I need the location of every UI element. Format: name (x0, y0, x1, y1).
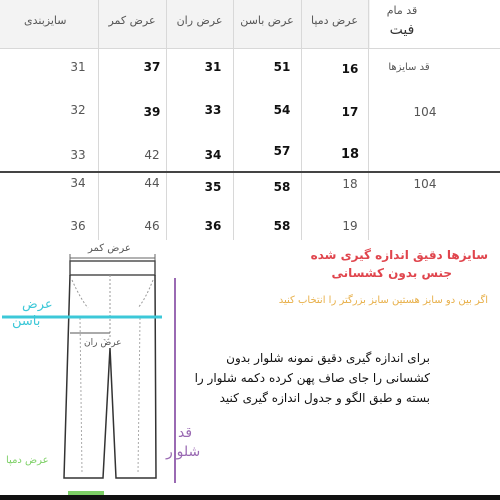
trouser-outline (64, 275, 156, 478)
waist-cell: 42 (144, 148, 160, 162)
waist-label: عرض کمر (88, 243, 131, 254)
size-cell: 31 (70, 60, 86, 74)
column-divider (233, 0, 234, 240)
hem-cell: 16 (341, 62, 359, 76)
thigh-cell: 35 (204, 180, 222, 194)
length-cell: 104 (413, 177, 437, 191)
waist-cell: 39 (143, 105, 161, 119)
hip-cell: 51 (273, 60, 291, 74)
leg-seam (80, 318, 82, 474)
group-divider (0, 171, 500, 173)
header-hip-width: عرض باسن (240, 14, 294, 27)
hem-cell: 18 (340, 147, 360, 162)
hem-cell: 19 (342, 219, 358, 233)
header-thigh-width: عرض ران (176, 14, 223, 27)
waist-cell: 37 (143, 60, 161, 74)
header-hem-width: عرض دمپا (311, 14, 358, 27)
header-qad: قد مام (386, 4, 418, 17)
size-table (0, 0, 500, 240)
length-label-line2: شلوار (166, 444, 201, 460)
thigh-cell: 36 (204, 219, 222, 233)
leg-seam (138, 318, 140, 474)
thigh-label: عرض ران (84, 338, 122, 348)
header-size: سایزبندی (24, 14, 67, 27)
note-measuring-instructions: برای اندازه گیری دقیق نمونه شلوار بدون کشسانی را جای صاف پهن کرده دکمه شلوار را بسته و طبق الگو و جدول اندازه گیری کنید (194, 351, 430, 405)
size-cell: 34 (70, 176, 86, 190)
hip-label-line2: باسن (12, 314, 41, 329)
bottom-edge (0, 495, 500, 500)
note-non-stretch-fabric: جنس بدون کشسانی (331, 266, 452, 280)
column-divider (166, 0, 167, 240)
hem-cell: 17 (341, 105, 359, 119)
size-cell: 36 (70, 219, 86, 233)
size-cell: 32 (70, 103, 86, 117)
length-label-line1: قد (178, 425, 193, 441)
column-divider (98, 0, 99, 240)
length-cell: 104 (413, 105, 437, 119)
hip-label-line1: عرض (22, 297, 53, 312)
hip-cell: 57 (273, 144, 291, 158)
column-divider (368, 0, 369, 240)
header-waist-width: عرض کمر (108, 14, 156, 27)
thigh-cell: 31 (204, 60, 222, 74)
thigh-cell: 33 (204, 103, 222, 117)
hem-cell: 18 (342, 177, 358, 191)
fit-label: فیت (389, 22, 415, 38)
note-measured-precisely: سایزها دقیق اندازه گیری شده (310, 248, 488, 262)
waist-cell: 44 (144, 176, 160, 190)
waistband (70, 261, 155, 275)
pocket-seam (138, 280, 153, 308)
waist-cell: 46 (144, 219, 160, 233)
column-divider (301, 0, 302, 240)
hip-cell: 58 (273, 219, 291, 233)
size-length-label: قد سایزها (388, 62, 430, 73)
size-cell: 33 (70, 148, 86, 162)
fly-seam (102, 275, 110, 340)
thigh-cell: 34 (204, 148, 222, 162)
header-divider (0, 48, 500, 49)
pocket-seam (72, 280, 88, 308)
hem-label: عرض دمپا (6, 455, 49, 466)
note-choose-larger-size: اگر بین دو سایز هستین سایز بزرگتر را انتخاب کنید (278, 295, 488, 306)
hip-cell: 54 (273, 103, 291, 117)
hip-cell: 58 (273, 180, 291, 194)
